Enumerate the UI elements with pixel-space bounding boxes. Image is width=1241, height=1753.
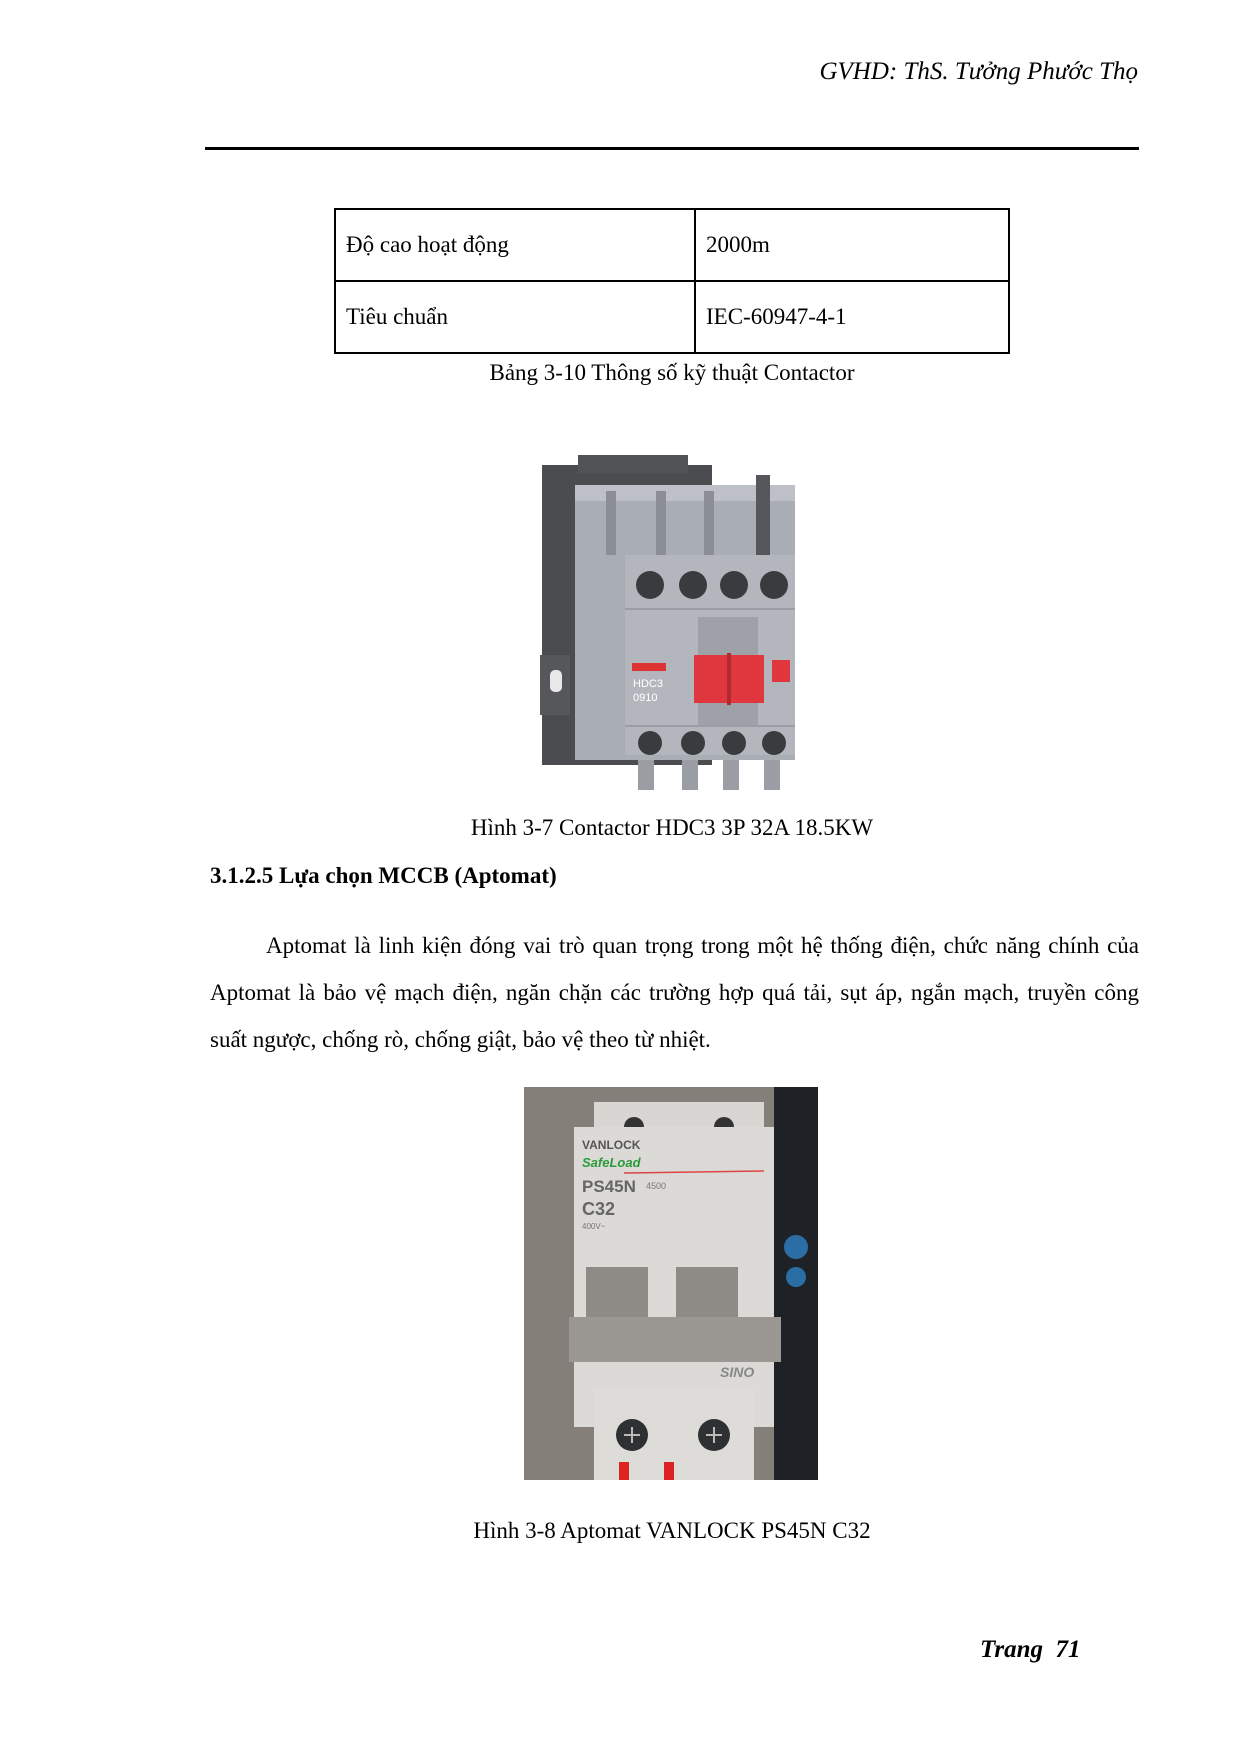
figure-caption-contactor: Hình 3-7 Contactor HDC3 3P 32A 18.5KW — [470, 815, 874, 840]
header-divider — [205, 147, 1139, 150]
page-number: Trang 71 — [980, 1636, 1081, 1663]
page-header-advisor: GVHD: ThS. Tưởng Phước Thọ — [819, 58, 1138, 85]
breaker-capacity-label: 4500 — [646, 1181, 667, 1191]
table-cell-label: Tiêu chuẩn — [335, 281, 695, 353]
breaker-maker-label: SINO — [720, 1364, 755, 1380]
contactor-image — [480, 425, 860, 795]
table-cell-label: Độ cao hoạt động — [335, 209, 695, 281]
contactor-code-label: 0910 — [633, 692, 658, 704]
breaker-brand-label: VANLOCK — [582, 1138, 641, 1152]
figure-caption-breaker: Hình 3-8 Aptomat VANLOCK PS45N C32 — [473, 1518, 871, 1543]
breaker-rating-label: C32 — [582, 1199, 616, 1219]
table-cell-value: IEC-60947-4-1 — [695, 281, 1009, 353]
contactor-model-label: HDC3 — [633, 678, 663, 690]
breaker-model-label: PS45N — [582, 1177, 636, 1196]
table-row — [335, 281, 1009, 353]
table-caption: Bảng 3-10 Thông số kỹ thuật Contactor — [489, 360, 855, 385]
spec-table — [334, 208, 1010, 354]
table-row — [335, 209, 1009, 281]
breaker-series-label: SafeLoad — [582, 1155, 641, 1170]
section-heading: 3.1.2.5 Lựa chọn MCCB (Aptomat) — [210, 863, 557, 888]
breaker-voltage-label: 400V~ — [582, 1222, 606, 1231]
body-paragraph: Aptomat là linh kiện đóng vai trò quan trọng trong một hệ thống điện, chức năng chính của Aptomat là bảo vệ mạch điện, ngăn chặn các trường hợp quá tải, sụt áp, ngắn mạch, truyền công suất ngược, chống rò, chống giật, bảo vệ theo từ nhiệt. — [210, 933, 1139, 1052]
breaker-image — [524, 1087, 818, 1480]
table-cell-value: 2000m — [695, 209, 1009, 281]
